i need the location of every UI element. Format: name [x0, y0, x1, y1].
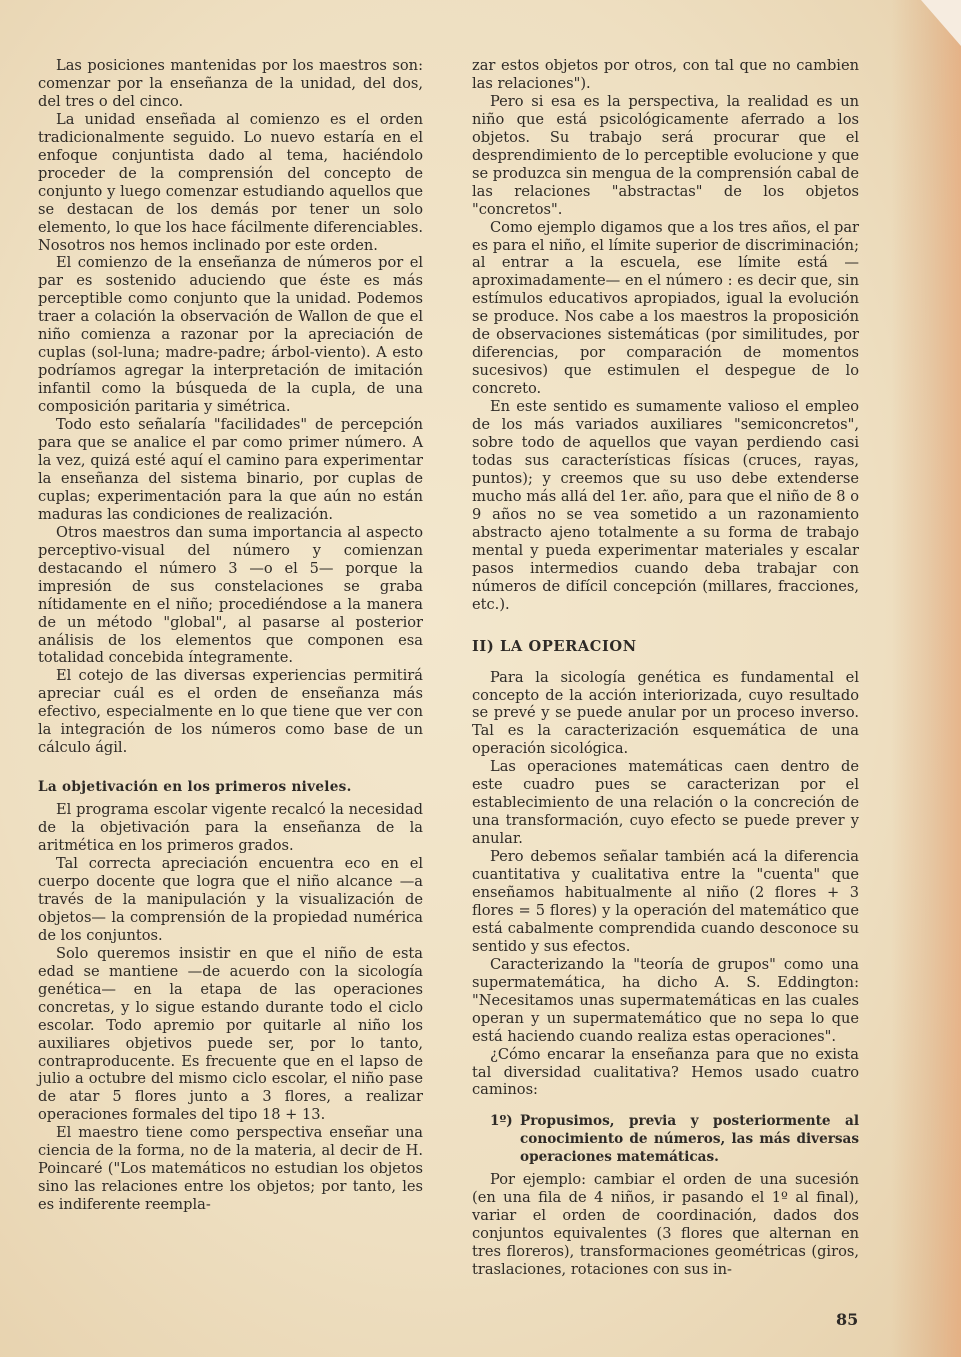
paragraph: Como ejemplo digamos que a los tres años, el par es para el niño, el límite superior de discriminación; al entrar a la escuela, ese límite está —aproximadamente— en el número : es decir que, sin estímulos educativos apropiados, igual la evolución se produce. Nos cabe a los maestros la proposición de observaciones sistemáticas (por similitudes, por diferencias, por comparación de momentos sucesivos) que estimulen el despegue de lo concreto. — [472, 218, 859, 398]
paragraph: El cotejo de las diversas experiencias permitirá apreciar cuál es el orden de enseñanza más efectivo, especialmente en lo que tiene que ver con la integración de los números como base de un cálculo ágil. — [38, 667, 423, 757]
item-number: 1º) — [490, 1113, 513, 1130]
left-column — [38, 57, 423, 1214]
section-heading: II) LA OPERACION — [472, 637, 637, 655]
paragraph: Las operaciones matemáticas caen dentro de este cuadro pues se caracterizan por el establecimiento de una relación o la concreción de una transformación, cuyo efecto se puede prever y anular. — [472, 758, 859, 848]
numbered-item — [472, 1113, 859, 1167]
paragraph-continuation: zar estos objetos por otros, con tal que no cambien las relaciones"). — [472, 57, 859, 92]
paragraph: Las posiciones mantenidas por los maestros son: comenzar por la enseñanza de la unidad, del dos, del tres o del cinco. — [38, 57, 423, 110]
paragraph: El maestro tiene como perspectiva enseñar una ciencia de la forma, no de la materia, al decir de H. Poincaré ("Los matemáticos no estudian los objetos sino las relaciones entre los objetos; por tanto, les es indiferente reempla- — [38, 1124, 423, 1214]
paragraph: El programa escolar vigente recalcó la necesidad de la objetivación para la enseñanza de la aritmética en los primeros grados. — [38, 801, 423, 855]
paragraph: Pero si esa es la perspectiva, la realidad es un niño que está psicológicamente aferrado a los objetos. Su trabajo será procurar que el desprendimiento de lo perceptible evolucione y que se produzca sin mengua de la comprensión cabal de las relaciones "abstractas" de los objetos "concretos". — [472, 92, 859, 218]
page-edge-shadow — [891, 0, 961, 1357]
paragraph: El comienzo de la enseñanza de números por el par es sostenido aduciendo que éste es más perceptible como conjunto que la unidad. Podemos traer a colación la observación de Wallon de que el niño comienza a razonar por la apreciación de cuplas (sol-luna; madre-padre; árbol-viento). A esto podríamos agregar la interpretación de imitación infantil como la búsqueda de la cupla, de una composición paritaria y simétrica. — [38, 254, 423, 416]
right-column — [472, 57, 859, 1279]
folded-corner — [921, 0, 961, 46]
paragraph: Tal correcta apreciación encuentra eco en el cuerpo docente que logra que el niño alcance —a través de la manipulación y la visualización de objetos— la comprensión de la propiedad numérica de los conjuntos. — [38, 855, 423, 944]
section-heading: La objetivación en los primeros niveles. — [38, 779, 352, 796]
paragraph: Por ejemplo: cambiar el orden de una sucesión (en una fila de 4 niños, ir pasando el 1º al final), variar el orden de coordinación, dados dos conjuntos equivalentes (3 flores que alternan en tres floreros), transformaciones geométricas (giros, traslaciones, rotaciones con sus in- — [472, 1171, 859, 1279]
item-text: Propusimos, previa y posteriormente al conocimiento de números, las más diversas operaciones matemáticas. — [520, 1113, 859, 1166]
page-number: 85 — [836, 1310, 859, 1329]
paragraph: ¿Cómo encarar la enseñanza para que no exista tal diversidad cualitativa? Hemos usado cuatro caminos: — [472, 1045, 859, 1099]
paragraph: Todo esto señalaría "facilidades" de percepción para que se analice el par como primer número. A la vez, quizá esté aquí el camino para experimentar la enseñanza del sistema binario, por cuplas de cuplas; experimentación para la que aún no están maduras las condiciones de realización. — [38, 416, 423, 523]
paragraph: Caracterizando la "teoría de grupos" como una supermatemática, ha dicho A. S. Eddington: "Necesitamos unas supermatemáticas en las cuales operan y un supermatemático que no sepa lo que está haciendo cuando realiza estas operaciones". — [472, 955, 859, 1045]
paragraph: Para la sicología genética es fundamental el concepto de la acción interiorizada, cuyo resultado se prevé y se puede anular por un proceso inverso. Tal es la caracterización esquemática de una operación sicológica. — [472, 668, 859, 758]
paragraph: Pero debemos señalar también acá la diferencia cuantitativa y cualitativa entre la "cuenta" que enseñamos habitualmente al niño (2 flores + 3 flores = 5 flores) y la operación del matemático que está cabalmente comprendida cuando desconoce su sentido y sus efectos. — [472, 848, 859, 955]
paragraph: Solo queremos insistir en que el niño de esta edad se mantiene —de acuerdo con la sicología genética— en la etapa de las operaciones concretas, y lo sigue estando durante todo el ciclo escolar. Todo apremio por quitarle al niño los auxiliares objetivos puede ser, por lo tanto, contraproducente. Es frecuente que en el lapso de julio a octubre del mismo ciclo escolar, el niño pase de atar 5 flores junto a 3 flores, a realizar operaciones formales del tipo 18 + 13. — [38, 944, 423, 1124]
paragraph: Otros maestros dan suma importancia al aspecto perceptivo-visual del número y comienzan destacando el número 3 —o el 5— porque la impresión de sus constelaciones se graba nítidamente en el niño; procediéndose a la manera de un método "global", al pasarse al posterior análisis de los elementos que componen esa totalidad concebida íntegramente. — [38, 523, 423, 667]
paragraph: En este sentido es sumamente valioso el empleo de los más variados auxiliares "semiconcretos", sobre todo de aquellos que vayan perdiendo casi todas sus características físicas (cruces, rayas, puntos); y creemos que su uso debe extenderse mucho más allá del 1er. año, para que el niño de 8 o 9 años no se vea sometido a un razonamiento abstracto ajeno totalmente a su forma de trabajo mental y pueda experimentar materiales y escalar pasos intermedios cuando deba trabajar con números de difícil concepción (millares, fracciones, etc.). — [472, 398, 859, 613]
paragraph: La unidad enseñada al comienzo es el orden tradicionalmente seguido. Lo nuevo estaría en el enfoque conjuntista dado al tema, haciéndolo proceder de la comprensión del concepto de conjunto y luego comenzar estudiando aquellos que se destacan de los demás por tener un solo elemento, lo que los hace fácilmente diferenciables. Nosotros nos hemos inclinado por este orden. — [38, 110, 423, 254]
